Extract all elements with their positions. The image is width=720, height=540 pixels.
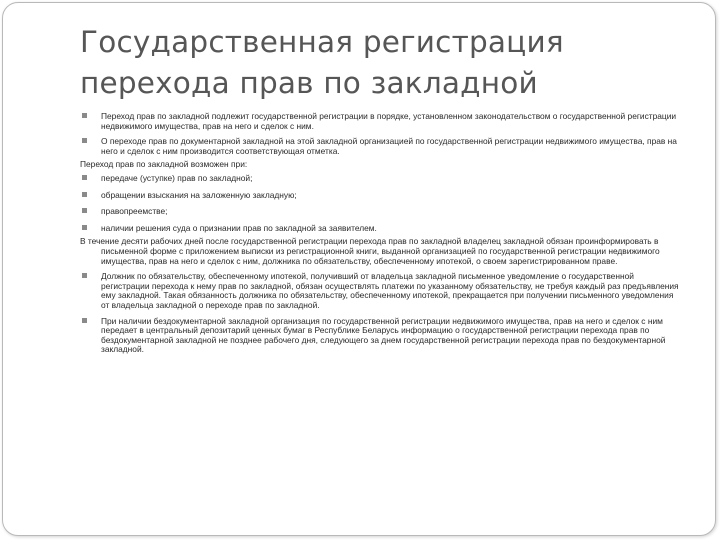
bullet-text: Переход прав по закладной подлежит государственной регистрации в порядке, установленном законодательством о государственной регистрации недвижимого имущества, прав на него и сделок с ним. (101, 111, 677, 131)
square-bullet-icon (82, 208, 87, 213)
bullet-text: О переходе прав по документарной закладной на этой закладной организацией по государственной регистрации недвижимого имущества, прав на него и сделок с ним производится соответствующая отметка. (101, 136, 677, 156)
square-bullet-icon (82, 273, 87, 278)
bullet-text: правопреемстве; (101, 206, 168, 217)
bullet-text: передаче (уступке) прав по закладной; (101, 172, 253, 183)
bullet-item (80, 207, 680, 217)
bullet-item (80, 317, 680, 355)
square-bullet-icon (82, 192, 87, 197)
bullet-item (80, 137, 680, 156)
bullet-item (80, 272, 680, 310)
bullet-text: При наличии бездокументарной закладной организация по государственной регистрации недвижимого имущества, прав на него и сделок с ним передает в центральный депозитарий ценных бумаг в Республике Беларусь информацию о государственной регистрации перехода прав по бездокументарной закладной не позднее рабочего дня, следующего за днем государственной регистрации перехода прав по бездокументарной закладной. (101, 315, 666, 355)
square-bullet-icon (82, 175, 87, 180)
square-bullet-icon (82, 113, 87, 118)
square-bullet-icon (82, 138, 87, 143)
square-bullet-icon (82, 225, 87, 230)
bullet-item (80, 112, 680, 131)
slide-title: Государственная регистрация перехода прав по закладной (80, 25, 564, 100)
bullet-text: Должник по обязательству, обеспеченному ипотекой, получивший от владельца закладной письменное уведомление о государственной регистрации перехода к нему прав по закладной, обязан осуществлять платежи по указанному обязательству, не требуя каждый раз предъявления ему закладной. Такая обязанность должника по обязательству, обеспеченному ипотекой, прекращается при получении письменного уведомления от владельца закладной о переходе прав по закладной. (101, 271, 679, 310)
bullet-text: наличии решения суда о признании прав по закладной за заявителем. (101, 222, 377, 233)
square-bullet-icon (82, 318, 87, 323)
bullet-item (80, 174, 680, 184)
bullet-item (80, 191, 680, 201)
notice-paragraph: В течение десяти рабочих дней после государственной регистрации перехода прав по закладной владелец закладной обязан проинформировать в письменной форме с приложением выписки из регистрационной книги, выданной организацией по государственной регистрации недвижимого имущества, прав на него и сделок с ним, должника по обязательству, обеспеченному ипотекой, о своем зарегистрированном праве. (80, 236, 660, 266)
bullet-text: обращении взыскания на заложенную закладную; (101, 189, 297, 200)
bullet-item (80, 224, 680, 234)
slide-body (80, 112, 680, 359)
grounds-heading: Переход прав по закладной возможен при: (80, 159, 248, 170)
